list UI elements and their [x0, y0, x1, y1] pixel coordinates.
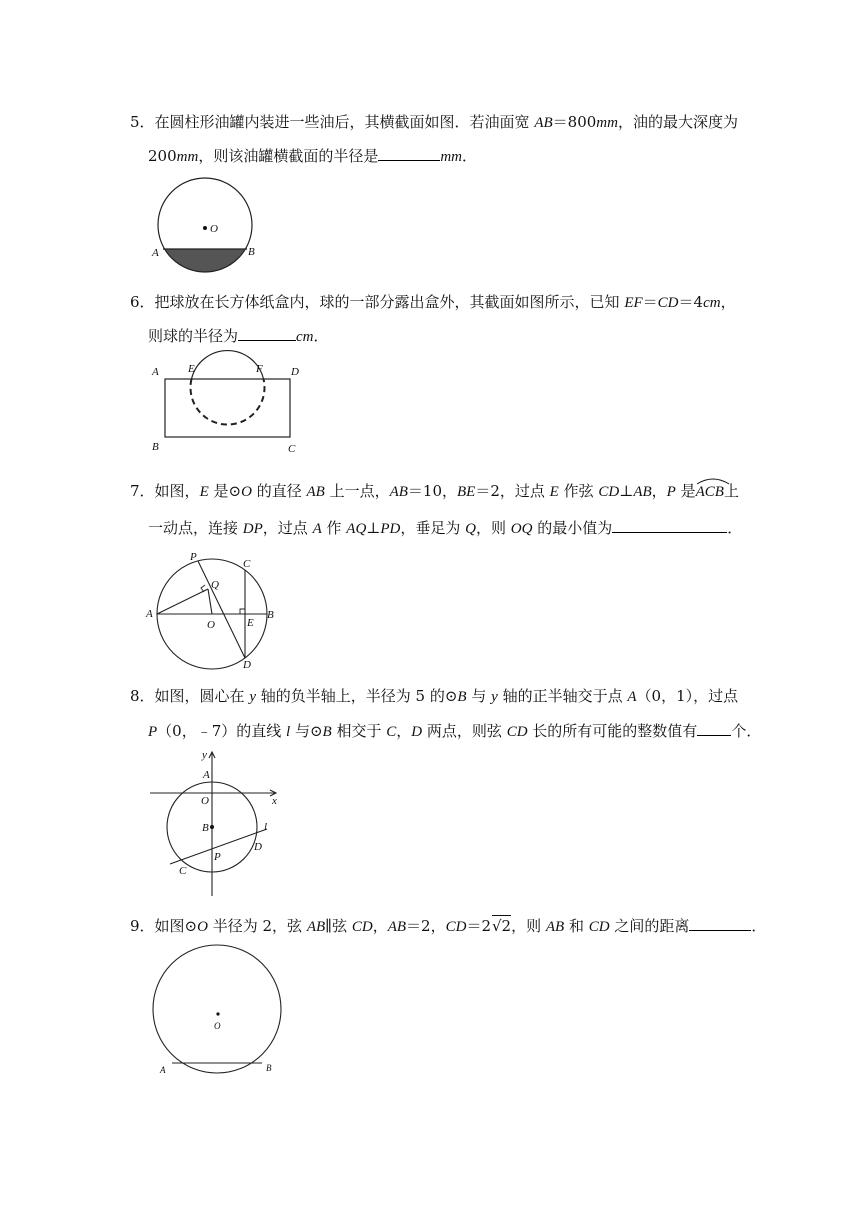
label-b: B	[152, 441, 159, 453]
label-e: E	[247, 617, 254, 629]
answer-blank	[238, 326, 296, 341]
problem-6-line-1: 6．把球放在长方体纸盒内，球的一部分露出盒外，其截面如图所示，已知 EF＝CD＝4cm，	[130, 293, 736, 311]
label-o: O	[201, 795, 209, 807]
problem-8-line-1: 8．如图，圆心在 y 轴的负半轴上，半径为 5 的⊙B 与 y 轴的正半轴交于点 A（0，1），过点	[130, 687, 739, 705]
label-e: E	[188, 363, 195, 375]
problem-7-figure	[146, 551, 280, 674]
label-a: A	[146, 608, 153, 620]
problem-5-line-2: 200mm，则该油罐横截面的半径是 mm．	[148, 147, 478, 165]
label-d: D	[254, 841, 262, 853]
answer-blank	[697, 721, 731, 736]
label-o: O	[207, 619, 215, 631]
label-b: B	[248, 246, 255, 258]
problem-6-figure	[150, 360, 310, 460]
arc-acb: ACB	[696, 482, 724, 502]
answer-blank	[378, 146, 440, 161]
problem-5-figure	[150, 178, 270, 278]
label-c: C	[243, 558, 251, 570]
sqrt-radicand: √2	[491, 917, 512, 935]
label-o: O	[210, 223, 218, 235]
label-b: B	[266, 1063, 272, 1073]
problem-7-line-1: 7．如图，E 是⊙O 的直径 AB 上一点，AB＝10，BE＝2，过点 E 作弦 CD⊥AB，P 是ACB 上	[130, 481, 739, 502]
problem-7-line-2: 一动点，连接 DP，过点 A 作 AQ⊥PD，垂足为 Q，则 OQ 的最小值为 ．	[148, 519, 743, 537]
problem-number: 8．	[130, 687, 155, 705]
problem-number: 6．	[130, 293, 155, 311]
label-f: F	[256, 363, 263, 375]
label-d: D	[291, 366, 299, 378]
problem-number: 7．	[130, 482, 155, 500]
label-q: Q	[211, 579, 219, 591]
label-c: C	[179, 865, 187, 877]
problem-number: 9．	[130, 917, 155, 935]
label-a: A	[152, 247, 159, 259]
answer-blank	[689, 916, 751, 931]
label-y: y	[202, 749, 207, 761]
label-c: C	[288, 443, 296, 455]
problem-6-line-2: 则球的半径为 cm．	[148, 327, 329, 345]
problem-8-line-2: P（0，﹣7）的直线 l 与⊙B 相交于 C，D 两点，则弦 CD 长的所有可能的整数值有 个．	[148, 722, 762, 740]
label-b: B	[267, 609, 274, 621]
label-d: D	[243, 659, 251, 671]
label-p: P	[214, 851, 221, 863]
answer-blank	[612, 518, 727, 533]
label-x: x	[272, 795, 277, 807]
problem-number: 5．	[130, 113, 155, 131]
problem-9-line-1: 9．如图⊙O 半径为 2，弦 AB∥弦 CD，AB＝2，CD＝2√2，则 AB 和 CD 之间的距离 ．	[130, 917, 767, 935]
label-a: A	[152, 366, 159, 378]
problem-9-figure	[150, 945, 285, 1080]
label-l: l	[264, 821, 268, 833]
problem-8-figure	[150, 749, 290, 898]
label-a: A	[203, 769, 210, 781]
problem-5-line-1: 5．在圆柱形油罐内装进一些油后，其横截面如图．若油面宽 AB＝800mm，油的最大深度为	[130, 113, 738, 131]
label-a: A	[160, 1065, 166, 1075]
label-p: P	[190, 551, 197, 563]
label-o: O	[214, 1021, 221, 1031]
label-b: B	[202, 822, 209, 834]
arc-mark	[696, 477, 730, 485]
